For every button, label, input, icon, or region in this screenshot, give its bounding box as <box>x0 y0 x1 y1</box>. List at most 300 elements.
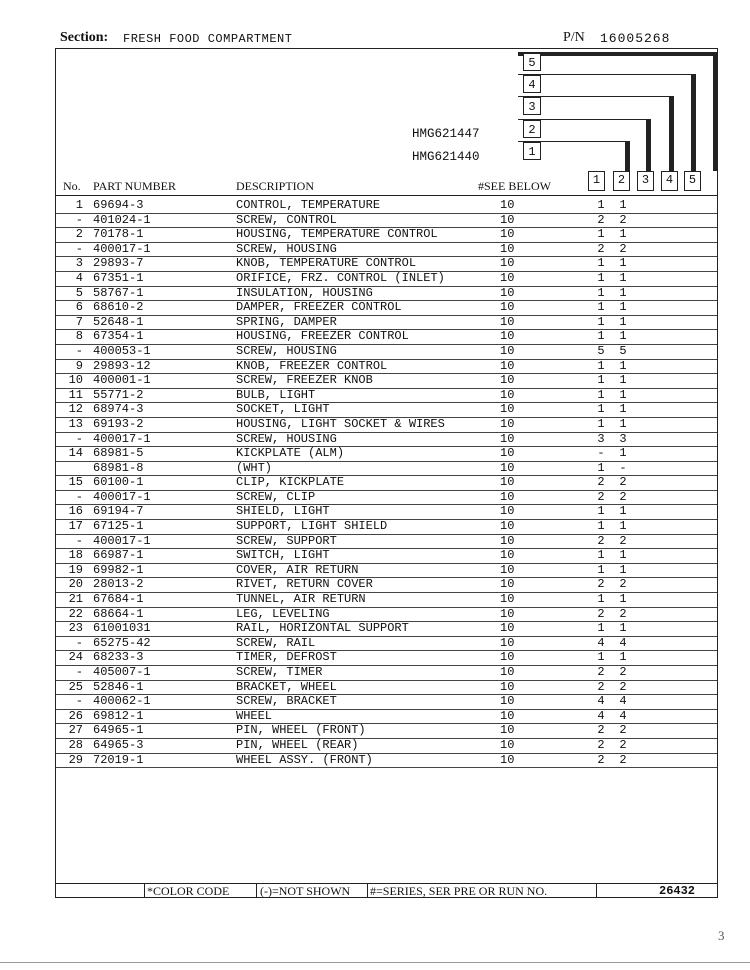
row-see-below: 10 <box>500 446 515 461</box>
row-description: KNOB, TEMPERATURE CONTROL <box>236 256 417 271</box>
row-qty-series-1: - <box>597 446 605 461</box>
row-no: 2 <box>75 227 83 242</box>
row-part-number: 400001-1 <box>93 373 151 388</box>
row-see-below: 10 <box>500 694 515 709</box>
row-no: 17 <box>68 519 83 534</box>
row-description: BULB, LIGHT <box>236 387 316 402</box>
row-description: SCREW, TIMER <box>236 665 323 679</box>
row-no: 28 <box>68 737 83 752</box>
row-no: 24 <box>68 650 83 665</box>
row-qty-series-2: 1 <box>619 387 627 402</box>
table-row <box>56 214 717 229</box>
table-row <box>56 549 717 564</box>
table-row <box>56 739 717 754</box>
series-col-4: 4 <box>661 171 678 191</box>
row-description: SCREW, CLIP <box>236 489 316 504</box>
row-see-below: 10 <box>500 285 515 300</box>
row-see-below: 10 <box>500 533 515 548</box>
table-row <box>56 754 717 769</box>
footer-divider <box>144 884 145 898</box>
row-see-below: 10 <box>500 198 515 212</box>
page-header <box>60 30 720 48</box>
row-description: SCREW, HOUSING <box>236 343 337 358</box>
row-see-below: 10 <box>500 416 515 431</box>
table-row <box>56 491 717 506</box>
row-part-number: 68981-5 <box>93 446 144 461</box>
row-qty-series-2: 2 <box>619 723 627 738</box>
row-qty-series-2: 1 <box>619 227 627 242</box>
footer-color-code: *COLOR CODE <box>147 884 230 898</box>
row-qty-series-1: 1 <box>597 227 605 242</box>
row-no: 6 <box>75 300 83 315</box>
row-qty-series-2: 1 <box>619 650 627 665</box>
parts-sheet <box>55 48 718 898</box>
row-part-number: 52648-1 <box>93 314 144 329</box>
row-description: SOCKET, LIGHT <box>236 402 330 417</box>
row-qty-series-1: 2 <box>597 489 605 504</box>
row-description: SCREW, FREEZER KNOB <box>236 373 373 388</box>
row-no: 8 <box>75 329 83 344</box>
row-qty-series-1: 2 <box>597 577 605 592</box>
row-part-number: 68664-1 <box>93 606 144 621</box>
table-row <box>56 403 717 418</box>
row-part-number: 61001031 <box>93 621 151 636</box>
row-qty-series-2: 1 <box>619 416 627 431</box>
row-qty-series-1: 1 <box>597 592 605 607</box>
row-qty-series-2: 1 <box>619 329 627 344</box>
header-see-below: #SEE BELOW <box>478 179 551 193</box>
row-part-number: 400017-1 <box>93 431 151 446</box>
row-description: ORIFICE, FRZ. CONTROL (INLET) <box>236 270 445 285</box>
row-see-below: 10 <box>500 562 515 577</box>
row-description: SUPPORT, LIGHT SHIELD <box>236 519 388 534</box>
row-qty-series-2: 1 <box>619 285 627 300</box>
row-part-number: 68233-3 <box>93 650 144 665</box>
row-see-below: 10 <box>500 227 515 242</box>
footer-not-shown: (-)=NOT SHOWN <box>260 884 351 898</box>
table-row <box>56 637 717 652</box>
pn-value: 16005268 <box>600 31 671 46</box>
row-qty-series-2: 1 <box>619 621 627 636</box>
table-row <box>56 330 717 345</box>
row-qty-series-1: 1 <box>597 198 605 212</box>
row-qty-series-2: 2 <box>619 665 627 679</box>
row-qty-series-2: 1 <box>619 270 627 285</box>
row-description: RAIL, HORIZONTAL SUPPORT <box>236 621 409 636</box>
row-no: 9 <box>75 358 83 373</box>
table-row <box>56 462 717 477</box>
row-description: KNOB, FREEZER CONTROL <box>236 358 388 373</box>
row-see-below: 10 <box>500 241 515 256</box>
row-see-below: 10 <box>500 373 515 388</box>
row-part-number: 67351-1 <box>93 270 144 285</box>
row-see-below: 10 <box>500 519 515 534</box>
row-see-below: 10 <box>500 431 515 446</box>
row-part-number: 400017-1 <box>93 241 151 256</box>
table-row <box>56 257 717 272</box>
header-part-number: PART NUMBER <box>93 179 176 193</box>
row-see-below: 10 <box>500 737 515 752</box>
table-row <box>56 287 717 302</box>
row-description: RIVET, RETURN COVER <box>236 577 373 592</box>
row-qty-series-1: 1 <box>597 504 605 519</box>
row-qty-series-1: 3 <box>597 431 605 446</box>
table-row <box>56 520 717 535</box>
row-no: 15 <box>68 475 83 490</box>
row-qty-series-1: 2 <box>597 241 605 256</box>
row-qty-series-1: 1 <box>597 519 605 534</box>
row-see-below: 10 <box>500 256 515 271</box>
row-qty-series-1: 2 <box>597 679 605 694</box>
row-qty-series-2: 4 <box>619 694 627 709</box>
row-description: CONTROL, TEMPERATURE <box>236 198 381 212</box>
row-qty-series-1: 1 <box>597 358 605 373</box>
row-qty-series-1: 1 <box>597 402 605 417</box>
row-part-number: 64965-3 <box>93 737 144 752</box>
row-see-below: 10 <box>500 577 515 592</box>
row-qty-series-2: 1 <box>619 358 627 373</box>
page-bottom-rule <box>0 962 750 963</box>
row-no: 4 <box>75 270 83 285</box>
row-part-number: 69193-2 <box>93 416 144 431</box>
row-no: - <box>75 665 83 679</box>
table-row <box>56 535 717 550</box>
row-part-number: 68610-2 <box>93 300 144 315</box>
table-row <box>56 345 717 360</box>
row-description: (WHT) <box>236 460 273 475</box>
row-qty-series-1: 4 <box>597 708 605 723</box>
footer-divider <box>596 884 597 898</box>
row-qty-series-2: 2 <box>619 737 627 752</box>
table-row <box>56 651 717 666</box>
table-row <box>56 622 717 637</box>
row-description: DAMPER, FREEZER CONTROL <box>236 300 402 315</box>
row-see-below: 10 <box>500 592 515 607</box>
row-qty-series-1: 1 <box>597 387 605 402</box>
row-part-number: 70178-1 <box>93 227 144 242</box>
row-no: 11 <box>68 387 83 402</box>
row-see-below: 10 <box>500 723 515 738</box>
row-see-below: 10 <box>500 621 515 636</box>
row-part-number: 66987-1 <box>93 548 144 563</box>
row-qty-series-2: 3 <box>619 431 627 446</box>
row-qty-series-1: 1 <box>597 650 605 665</box>
row-description: PIN, WHEEL (REAR) <box>236 737 359 752</box>
row-description: SWITCH, LIGHT <box>236 548 330 563</box>
table-row <box>56 228 717 243</box>
row-no: 25 <box>68 679 83 694</box>
row-no: 22 <box>68 606 83 621</box>
row-qty-series-2: 4 <box>619 635 627 650</box>
row-qty-series-2: 1 <box>619 548 627 563</box>
section-value: FRESH FOOD COMPARTMENT <box>123 32 293 46</box>
row-qty-series-1: 1 <box>597 621 605 636</box>
row-qty-series-2: 2 <box>619 577 627 592</box>
table-row <box>56 433 717 448</box>
row-see-below: 10 <box>500 329 515 344</box>
table-row <box>56 505 717 520</box>
row-part-number: 69982-1 <box>93 562 144 577</box>
row-qty-series-2: 1 <box>619 373 627 388</box>
column-header <box>56 177 717 195</box>
table-row <box>56 272 717 287</box>
row-see-below: 10 <box>500 548 515 563</box>
series-label-4: 4 <box>523 75 541 93</box>
row-description: KICKPLATE (ALM) <box>236 446 345 461</box>
row-qty-series-1: 2 <box>597 752 605 767</box>
row-part-number: 69694-3 <box>93 198 144 212</box>
row-part-number: 52846-1 <box>93 679 144 694</box>
series-label-2: 2 <box>523 120 541 138</box>
table-row <box>56 724 717 739</box>
row-no: - <box>75 694 83 709</box>
row-see-below: 10 <box>500 752 515 767</box>
row-qty-series-2: 1 <box>619 402 627 417</box>
row-qty-series-1: 1 <box>597 285 605 300</box>
row-no: 5 <box>75 285 83 300</box>
row-qty-series-1: 2 <box>597 212 605 227</box>
row-no: 29 <box>68 752 83 767</box>
row-part-number: 72019-1 <box>93 752 144 767</box>
row-part-number: 60100-1 <box>93 475 144 490</box>
table-row <box>56 593 717 608</box>
row-part-number: 29893-12 <box>93 358 151 373</box>
row-description: WHEEL <box>236 708 273 723</box>
row-qty-series-1: 1 <box>597 416 605 431</box>
row-description: BRACKET, WHEEL <box>236 679 337 694</box>
row-part-number: 28013-2 <box>93 577 144 592</box>
series-col-3: 3 <box>637 171 654 191</box>
row-description: INSULATION, HOUSING <box>236 285 373 300</box>
table-row <box>56 418 717 433</box>
row-see-below: 10 <box>500 679 515 694</box>
row-qty-series-2: 2 <box>619 212 627 227</box>
row-no: 3 <box>75 256 83 271</box>
row-see-below: 10 <box>500 314 515 329</box>
row-qty-series-2: 1 <box>619 314 627 329</box>
row-description: CLIP, KICKPLATE <box>236 475 345 490</box>
series-col-5: 5 <box>684 171 701 191</box>
row-qty-series-2: 1 <box>619 198 627 212</box>
row-part-number: 65275-42 <box>93 635 151 650</box>
row-part-number: 400017-1 <box>93 533 151 548</box>
row-no: 20 <box>68 577 83 592</box>
header-description: DESCRIPTION <box>236 179 315 193</box>
row-see-below: 10 <box>500 300 515 315</box>
table-row <box>56 710 717 725</box>
header-no: No. <box>63 179 81 193</box>
table-row <box>56 389 717 404</box>
row-no: 21 <box>68 592 83 607</box>
footer-series: #=SERIES, SER PRE OR RUN NO. <box>370 884 548 898</box>
table-row <box>56 301 717 316</box>
row-part-number: 405007-1 <box>93 665 151 679</box>
row-part-number: 400062-1 <box>93 694 151 709</box>
row-qty-series-1: 5 <box>597 343 605 358</box>
row-qty-series-2: 1 <box>619 446 627 461</box>
row-see-below: 10 <box>500 606 515 621</box>
row-no: - <box>75 241 83 256</box>
row-qty-series-1: 1 <box>597 460 605 475</box>
row-qty-series-1: 2 <box>597 723 605 738</box>
row-qty-series-2: 1 <box>619 256 627 271</box>
row-part-number: 67684-1 <box>93 592 144 607</box>
row-part-number: 401024-1 <box>93 212 151 227</box>
table-row <box>56 476 717 491</box>
row-qty-series-1: 2 <box>597 737 605 752</box>
table-row <box>56 374 717 389</box>
row-no: 7 <box>75 314 83 329</box>
row-see-below: 10 <box>500 460 515 475</box>
row-description: HOUSING, TEMPERATURE CONTROL <box>236 227 438 242</box>
row-qty-series-2: 2 <box>619 679 627 694</box>
row-description: TIMER, DEFROST <box>236 650 337 665</box>
row-qty-series-2: 2 <box>619 533 627 548</box>
row-description: HOUSING, FREEZER CONTROL <box>236 329 409 344</box>
row-description: SHIELD, LIGHT <box>236 504 330 519</box>
footer-legend <box>56 883 717 900</box>
row-qty-series-2: 1 <box>619 519 627 534</box>
series-label-1: 1 <box>523 142 541 160</box>
row-description: SCREW, BRACKET <box>236 694 337 709</box>
row-no: 23 <box>68 621 83 636</box>
row-description: HOUSING, LIGHT SOCKET & WIRES <box>236 416 445 431</box>
row-no: 1 <box>75 198 83 212</box>
row-qty-series-1: 2 <box>597 533 605 548</box>
row-part-number: 69812-1 <box>93 708 144 723</box>
row-qty-series-1: 2 <box>597 475 605 490</box>
row-qty-series-2: 1 <box>619 562 627 577</box>
row-part-number: 400017-1 <box>93 489 151 504</box>
row-part-number: 29893-7 <box>93 256 144 271</box>
row-qty-series-1: 2 <box>597 606 605 621</box>
row-see-below: 10 <box>500 358 515 373</box>
row-qty-series-2: - <box>619 460 627 475</box>
table-row <box>56 666 717 681</box>
row-see-below: 10 <box>500 387 515 402</box>
row-no: 13 <box>68 416 83 431</box>
row-description: SCREW, HOUSING <box>236 241 337 256</box>
row-description: WHEEL ASSY. (FRONT) <box>236 752 373 767</box>
row-qty-series-1: 1 <box>597 270 605 285</box>
row-part-number: 58767-1 <box>93 285 144 300</box>
row-part-number: 55771-2 <box>93 387 144 402</box>
row-qty-series-2: 2 <box>619 489 627 504</box>
row-part-number: 68974-3 <box>93 402 144 417</box>
row-qty-series-1: 1 <box>597 562 605 577</box>
header-divider <box>56 195 717 196</box>
table-row <box>56 447 717 462</box>
row-no: 12 <box>68 402 83 417</box>
row-description: SPRING, DAMPER <box>236 314 337 329</box>
footer-divider <box>256 884 257 898</box>
section-label: Section: <box>60 30 109 45</box>
row-see-below: 10 <box>500 212 515 227</box>
table-row <box>56 681 717 696</box>
row-qty-series-2: 2 <box>619 606 627 621</box>
row-qty-series-2: 1 <box>619 592 627 607</box>
row-qty-series-2: 5 <box>619 343 627 358</box>
row-qty-series-2: 1 <box>619 504 627 519</box>
row-part-number: 69194-7 <box>93 504 144 519</box>
model-label-a: HMG621447 <box>412 127 480 141</box>
row-qty-series-2: 2 <box>619 475 627 490</box>
row-description: SCREW, CONTROL <box>236 212 337 227</box>
row-qty-series-1: 2 <box>597 665 605 679</box>
table-row <box>56 564 717 579</box>
corner-mark: 3 <box>718 928 725 943</box>
row-see-below: 10 <box>500 270 515 285</box>
row-description: COVER, AIR RETURN <box>236 562 359 577</box>
row-qty-series-1: 1 <box>597 329 605 344</box>
row-see-below: 10 <box>500 475 515 490</box>
row-see-below: 10 <box>500 708 515 723</box>
row-part-number: 64965-1 <box>93 723 144 738</box>
row-description: LEG, LEVELING <box>236 606 330 621</box>
row-qty-series-1: 4 <box>597 635 605 650</box>
row-see-below: 10 <box>500 650 515 665</box>
row-no: 27 <box>68 723 83 738</box>
row-see-below: 10 <box>500 402 515 417</box>
footer-code: 26432 <box>659 884 696 898</box>
row-no: 14 <box>68 446 83 461</box>
row-qty-series-1: 1 <box>597 300 605 315</box>
row-description: PIN, WHEEL (FRONT) <box>236 723 366 738</box>
pn-label: P/N <box>563 30 585 45</box>
footer-divider <box>367 884 368 898</box>
table-row <box>56 608 717 623</box>
row-part-number: 400053-1 <box>93 343 151 358</box>
row-see-below: 10 <box>500 343 515 358</box>
row-no: - <box>75 489 83 504</box>
series-col-2: 2 <box>613 171 630 191</box>
row-no: - <box>75 533 83 548</box>
row-description: TUNNEL, AIR RETURN <box>236 592 366 607</box>
table-row <box>56 199 717 214</box>
series-col-1: 1 <box>588 171 605 191</box>
row-part-number: 68981-8 <box>93 460 144 475</box>
table-row <box>56 360 717 375</box>
row-qty-series-2: 1 <box>619 300 627 315</box>
row-qty-series-1: 1 <box>597 256 605 271</box>
row-no: - <box>75 212 83 227</box>
model-label-b: HMG621440 <box>412 150 480 164</box>
row-description: SCREW, RAIL <box>236 635 316 650</box>
row-no: 26 <box>68 708 83 723</box>
table-row <box>56 243 717 258</box>
row-see-below: 10 <box>500 504 515 519</box>
table-row <box>56 316 717 331</box>
row-no: - <box>75 343 83 358</box>
row-qty-series-1: 1 <box>597 373 605 388</box>
row-see-below: 10 <box>500 489 515 504</box>
row-no: 19 <box>68 562 83 577</box>
row-part-number: 67125-1 <box>93 519 144 534</box>
row-qty-series-1: 4 <box>597 694 605 709</box>
table-row <box>56 695 717 710</box>
row-see-below: 10 <box>500 635 515 650</box>
row-part-number: 67354-1 <box>93 329 144 344</box>
table-row <box>56 578 717 593</box>
row-no: - <box>75 635 83 650</box>
row-qty-series-1: 1 <box>597 548 605 563</box>
parts-table <box>56 199 717 768</box>
series-label-5: 5 <box>523 53 541 71</box>
row-no: 10 <box>68 373 83 388</box>
row-qty-series-2: 4 <box>619 708 627 723</box>
row-description: SCREW, SUPPORT <box>236 533 337 548</box>
row-no: 18 <box>68 548 83 563</box>
